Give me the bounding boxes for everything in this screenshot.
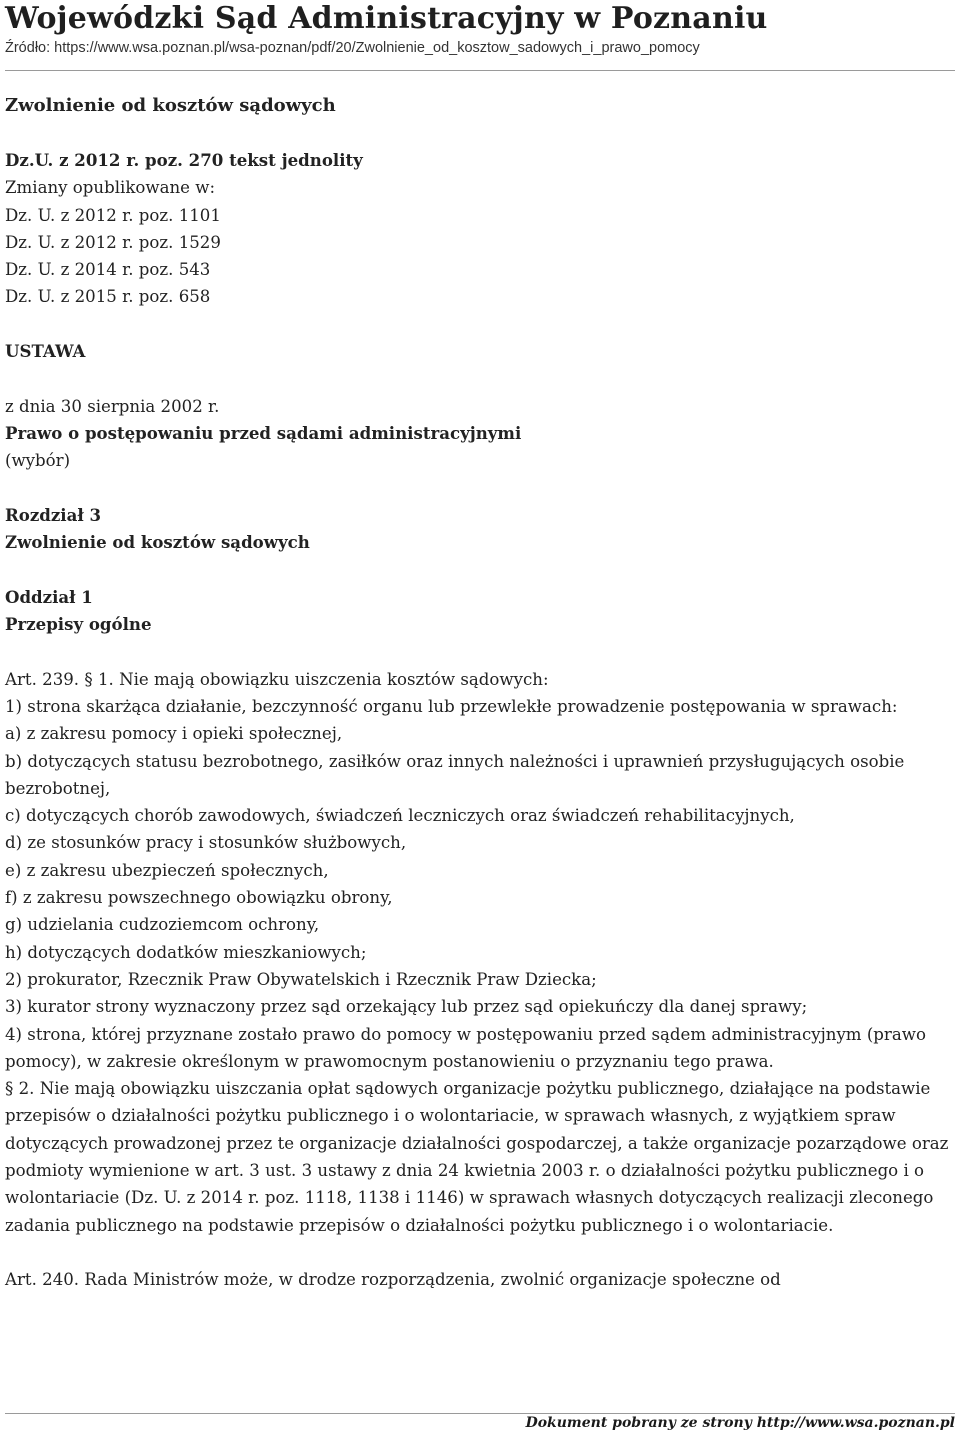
change-item: Dz. U. z 2012 r. poz. 1529 xyxy=(5,232,221,252)
footer-note: Dokument pobrany ze strony http://www.wsa.poznan.pl xyxy=(525,1415,955,1431)
source-link[interactable]: https://www.wsa.poznan.pl/wsa-poznan/pdf/20/Zwolnienie_od_kosztow_sadowych_i_prawo_pomocy xyxy=(54,40,700,56)
page-title: Wojewódzki Sąd Administracyjny w Poznaniu xyxy=(5,1,768,36)
header-divider xyxy=(5,70,955,71)
article-text: Rada Ministrów może, w drodze rozporządzenia, zwolnić organizacje społeczne od xyxy=(84,1270,781,1290)
list-item: 3) kurator strony wyznaczony przez sąd orzekający lub przez sąd opiekuńczy dla danej sprawy; xyxy=(5,997,808,1017)
list-item: f) z zakresu powszechnego obowiązku obrony, xyxy=(5,888,393,908)
paragraph-label: § 1. xyxy=(84,669,114,689)
dz-u-reference: Dz.U. z 2012 r. poz. 270 tekst jednolity xyxy=(5,150,363,170)
art-239-paragraph-2 xyxy=(5,1075,955,1239)
chapter-title: Zwolnienie od kosztów sądowych xyxy=(5,532,310,553)
chapter-number: Rozdział 3 xyxy=(5,504,102,525)
changes-intro: Zmiany opublikowane w: xyxy=(5,178,216,198)
art-239-paragraph-1 xyxy=(5,666,955,693)
list-item: c) dotyczących chorób zawodowych, świadczeń leczniczych oraz świadczeń rehabilitacyjnych, xyxy=(5,806,795,826)
section-number: Oddział 1 xyxy=(5,586,93,607)
paragraph-intro: Nie mają obowiązku uiszczenia kosztów sądowych: xyxy=(119,669,549,689)
source-line xyxy=(5,38,955,58)
list-item: a) z zakresu pomocy i opieki społecznej, xyxy=(5,724,343,744)
list-item: e) z zakresu ubezpieczeń społecznych, xyxy=(5,860,329,880)
list-item: g) udzielania cudzoziemcom ochrony, xyxy=(5,915,320,935)
document-heading: Zwolnienie od kosztów sądowych xyxy=(5,95,336,116)
article-label: Art. 240. xyxy=(5,1270,80,1290)
list-item: 4) strona, której przyznane zostało prawo do pomocy w postępowaniu przed sądem administracyjnym (prawo pomocy), w zakresie określonym w prawomocnym postanowieniu o przyznaniu tego prawa. xyxy=(5,1024,926,1071)
paragraph-label: § 2. xyxy=(5,1079,35,1099)
paragraph-text: Nie mają obowiązku uiszczania opłat sądowych organizacje pożytku publicznego, działające na podstawie przepisów o działalności pożytku publicznego i o wolontariacie, w sprawach własnych, z wyjątkiem spraw dotyczących prowadzonej przez te organizacje działalności gospodarczej, a także organizacje pozarządowe oraz podmioty wymienione w art. 3 ust. 3 ustawy z dnia 24 kwietnia 2003 r. o działalności pożytku publicznego i o wolontariacie (Dz. U. z 2014 r. poz. 1118, 1138 i 1146) w sprawach własnych dotyczących realizacji zleconego zadania publicznego na podstawie przepisów o działalności pożytku publicznego i o wolontariacie. xyxy=(5,1079,949,1235)
change-item: Dz. U. z 2015 r. poz. 658 xyxy=(5,287,211,307)
act-type: USTAWA xyxy=(5,341,86,362)
act-note: (wybór) xyxy=(5,451,71,471)
list-item: 1) strona skarżąca działanie, bezczynność organu lub przewlekłe prowadzenie postępowania w sprawach: xyxy=(5,696,898,716)
list-item: h) dotyczących dodatków mieszkaniowych; xyxy=(5,942,367,962)
source-prefix: Źródło: xyxy=(5,40,55,56)
list-item: b) dotyczących statusu bezrobotnego, zasiłków oraz innych należności i uprawnień przysługujących osobie bezrobotnej, xyxy=(5,751,905,798)
list-item: 2) prokurator, Rzecznik Praw Obywatelskich i Rzecznik Praw Dziecka; xyxy=(5,969,597,989)
section-title: Przepisy ogólne xyxy=(5,614,152,635)
act-date: z dnia 30 sierpnia 2002 r. xyxy=(5,396,220,416)
list-item: d) ze stosunków pracy i stosunków służbowych, xyxy=(5,833,407,853)
art-240 xyxy=(5,1266,955,1293)
article-label: Art. 239. xyxy=(5,669,80,689)
document-body xyxy=(5,147,955,1293)
change-item: Dz. U. z 2014 r. poz. 543 xyxy=(5,260,211,280)
document-page xyxy=(5,0,955,1293)
change-item: Dz. U. z 2012 r. poz. 1101 xyxy=(5,205,221,225)
act-title: Prawo o postępowaniu przed sądami administracyjnymi xyxy=(5,422,522,443)
